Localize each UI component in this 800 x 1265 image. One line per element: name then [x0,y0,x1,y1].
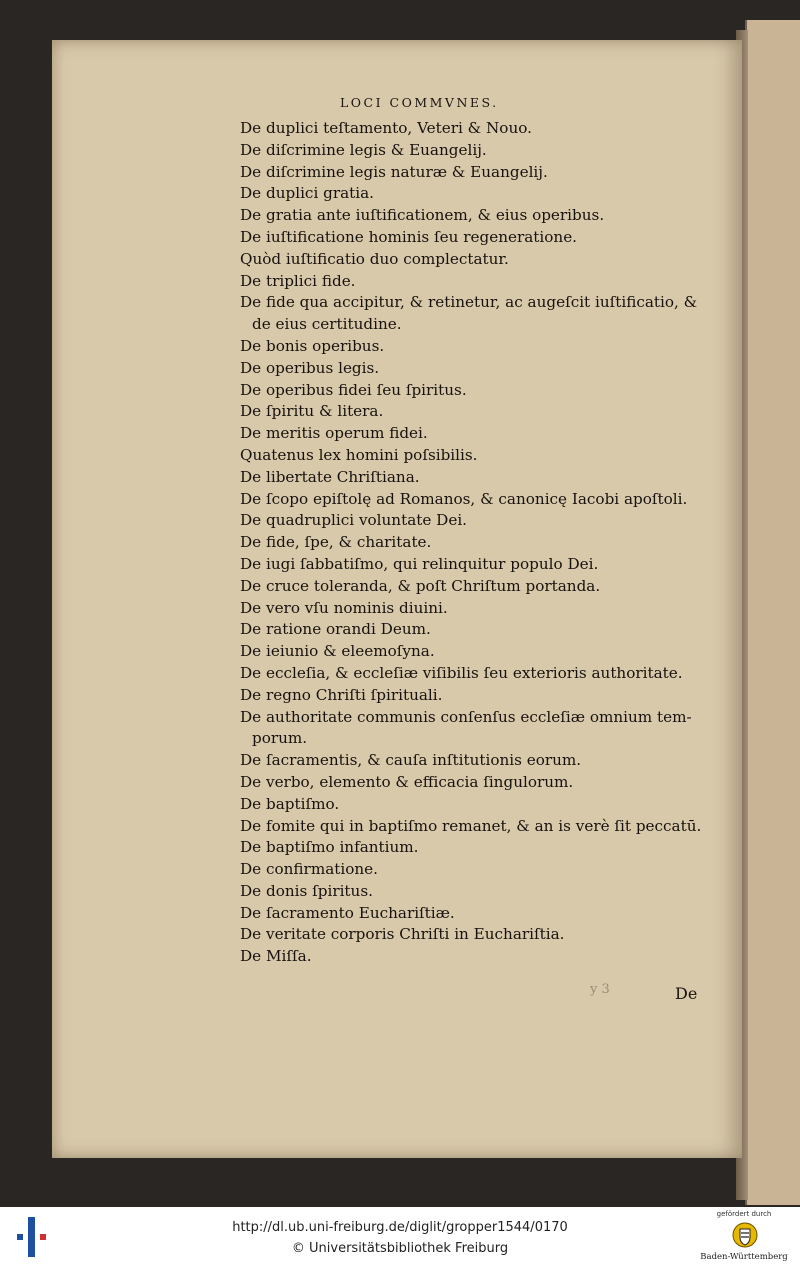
toc-entry: De verbo, elemento & efficacia ſingulorum. [240,772,574,791]
toc-entry: De iugi ſabbatiſmo, qui relinquitur populo Dei. [240,554,599,573]
toc-entry: De meritis operum fidei. [240,424,428,443]
crest-icon [732,1220,758,1250]
catchword: De [675,984,698,1003]
toc-entry: De operibus legis. [240,358,380,377]
signature-mark: y 3 [590,982,610,997]
toc-entry: porum. [252,729,308,748]
toc-entry: De gratia ante iuſtificationem, & eius operibus. [240,206,605,225]
running-head: LOCI COMMVNES. [340,95,499,110]
toc-entry: De duplici gratia. [240,184,375,203]
toc-entry: De eccleſia, & eccleſiæ viſibilis ſeu exterioris authoritate. [240,663,683,682]
toc-entry: De triplici fide. [240,271,356,290]
toc-entry: De ſcopo epiſtolę ad Romanos, & canonicę Iacobi apoſtoli. [240,489,688,508]
toc-entry: De Miſſa. [240,947,312,966]
toc-entry: De quadruplici voluntate Dei. [240,511,468,530]
toc-entry: De bonis operibus. [240,336,385,355]
sponsor-name: Baden-Württemberg [700,1252,788,1262]
toc-entry: De ieiunio & eleemoſyna. [240,642,435,661]
toc-entry: De vero vſu nominis diuini. [240,598,448,617]
toc-entry: De ſpiritu & litera. [240,402,384,421]
toc-entry: De fomite qui in baptiſmo remanet, & an is verè ſit peccatū. [240,816,702,835]
toc-entry: De veritate corporis Chriſti in Euchariſtia. [240,925,565,944]
toc-entry: De baptiſmo infantium. [240,838,419,857]
toc-entry: De ſacramentis, & cauſa inſtitutionis eorum. [240,751,582,770]
toc-entry: De fide, ſpe, & charitate. [240,533,432,552]
toc-entry: De baptiſmo. [240,794,340,813]
toc-entry: De cruce toleranda, & poſt Chriſtum portanda. [240,576,601,595]
toc-entry: Quatenus lex homini poſsibilis. [240,445,478,464]
toc-entry: De operibus fidei ſeu ſpiritus. [240,380,467,399]
toc-entry: De ratione orandi Deum. [240,620,431,639]
toc-entry: De donis ſpiritus. [240,881,373,900]
copyright-notice: © Universitätsbibliothek Freiburg [291,1241,509,1256]
toc-entry: de eius certitudine. [252,315,402,334]
facing-page-edge [745,20,800,1205]
viewer-footer [0,1207,800,1265]
toc-entry: Quòd iuſtificatio duo complectatur. [240,249,509,268]
page-url-link[interactable]: http://dl.ub.uni-freiburg.de/diglit/gropper1544/0170 [232,1220,568,1235]
toc-entry: De diſcrimine legis & Euangelij. [240,140,487,159]
table-of-contents [240,118,735,968]
toc-entry: De regno Chriſti ſpirituali. [240,685,443,704]
toc-entry: De iuſtificatione hominis ſeu regeneratione. [240,227,578,246]
toc-entry: De confirmatione. [240,860,378,879]
toc-entry: De duplici teſtamento, Veteri & Nouo. [240,119,532,137]
toc-entry: De diſcrimine legis naturæ & Euangelij. [240,162,548,181]
sponsor-badge[interactable] [692,1210,796,1264]
sponsor-label: gefördert durch [716,1210,772,1218]
toc-entry: De authoritate communis conſenſus eccleſiæ omnium tem- [240,707,692,726]
toc-entry: De libertate Chriſtiana. [240,467,420,486]
toc-entry: De ſacramento Euchariſtiæ. [240,903,455,922]
toc-entry: De fide qua accipitur, & retinetur, ac augeſcit iuſtificatio, & [240,293,698,312]
